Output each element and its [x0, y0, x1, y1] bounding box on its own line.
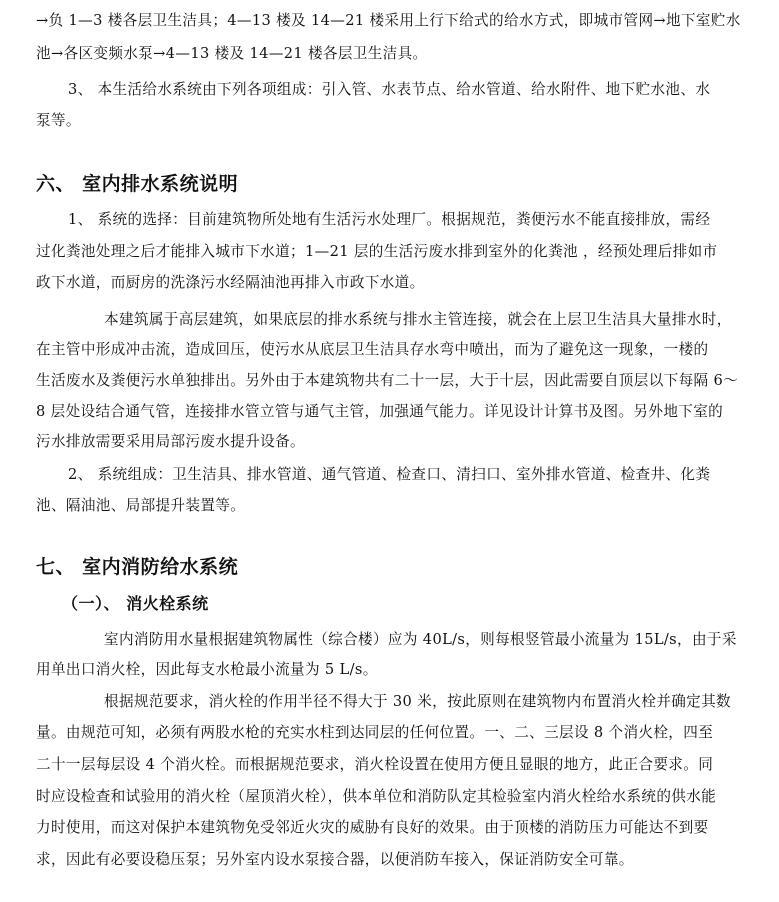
- section-heading-fire-protection: 七、 室内消防给水系统: [36, 556, 239, 578]
- paragraph-line: 在主管中形成冲击流，造成回压，使污水从底层卫生洁具存水弯中喷出，而为了避免这一现象，一楼的: [36, 341, 709, 358]
- paragraph-line: 时应设检查和试验用的消火栓（屋顶消火栓），供本单位和消防队定其检验室内消火栓给水系统的供水能: [36, 788, 717, 805]
- paragraph-line: 力时使用，而这对保护本建筑物免受邻近火灾的威胁有良好的效果。由于顶楼的消防压力可能达不到要: [36, 819, 709, 836]
- paragraph-line: 生活废水及粪便污水单独排出。另外由于本建筑物共有二十一层，大于十层，因此需要自顶层以下每隔 6～: [36, 372, 739, 389]
- paragraph-line: 用单出口消火栓，因此每支水枪最小流量为 5 L/s。: [36, 661, 378, 678]
- section-heading-drainage: 六、 室内排水系统说明: [36, 173, 239, 195]
- paragraph-line: 量。由规范可知，必须有两股水枪的充实水柱到达同层的任何位置。一、二、三层设 8 个消火栓，四至: [36, 724, 714, 741]
- subsection-heading-hydrant: （一）、 消火栓系统: [62, 594, 209, 613]
- paragraph-line: 池→各区变频水泵→4—13 楼及 14—21 楼各层卫生洁具。: [36, 45, 428, 62]
- paragraph-line: 过化粪池处理之后才能排入城市下水道；1—21 层的生活污废水排到室外的化粪池 ，经预处理后排如市: [36, 243, 718, 260]
- paragraph-line: 二十一层每层设 4 个消火栓。而根据规范要求，消火栓设置在使用方便且显眼的地方，此正合要求。同: [36, 756, 714, 773]
- paragraph-line: 3、 本生活给水系统由下列各项组成：引入管、水表节点、给水管道、给水附件、地下贮水池、水: [68, 81, 711, 98]
- paragraph-line: →负 1—3 楼各层卫生洁具；4—13 楼及 14—21 楼采用上行下给式的给水方式，即城市管网→地下室贮水: [36, 12, 741, 29]
- paragraph-line: 池、隔油池、局部提升装置等。: [36, 497, 246, 514]
- paragraph-line: 8 层处设结合通气管，连接排水管立管与通气主管，加强通气能力。详见设计计算书及图。另外地下室的: [36, 403, 724, 420]
- paragraph-line: 根据规范要求，消火栓的作用半径不得大于 30 米，按此原则在建筑物内布置消火栓并确定其数: [104, 693, 732, 710]
- paragraph-line: 室内消防用水量根据建筑物属性（综合楼）应为 40L/s，则每根竖管最小流量为 15L/s，由于采: [104, 631, 737, 648]
- paragraph-line: 1、 系统的选择：目前建筑物所处地有生活污水处理厂。根据规范，粪便污水不能直接排放，需经: [68, 211, 711, 228]
- paragraph-line: 政下水道，而厨房的洗涤污水经隔油池再排入市政下水道。: [36, 274, 425, 291]
- paragraph-line: 泵等。: [36, 112, 81, 129]
- paragraph-line: 2、 系统组成：卫生洁具、排水管道、通气管道、检查口、清扫口、室外排水管道、检查井、化粪: [68, 466, 711, 483]
- paragraph-line: 本建筑属于高层建筑，如果底层的排水系统与排水主管连接，就会在上层卫生洁具大量排水时，: [104, 311, 732, 328]
- paragraph-line: 求，因此有必要设稳压泵；另外室内设水泵接合器，以便消防车接入，保证消防安全可靠。: [36, 851, 634, 868]
- paragraph-line: 污水排放需要采用局部污废水提升设备。: [36, 433, 305, 450]
